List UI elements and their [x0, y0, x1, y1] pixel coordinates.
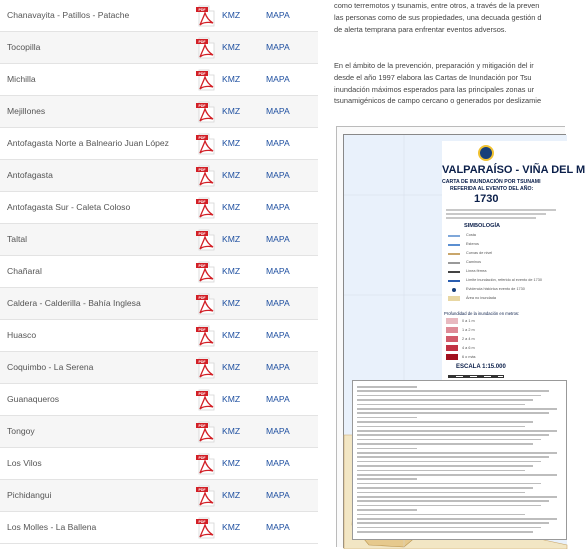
legend-label: Límite inundación, referido al evento de 1730 [466, 278, 542, 282]
notes-text-line [357, 390, 549, 392]
svg-text:PDF: PDF [198, 328, 206, 332]
location-name: Taltal [7, 234, 28, 244]
legend-label: Esteros [466, 242, 479, 246]
notes-text-line [357, 417, 417, 419]
notes-text-line [357, 474, 557, 476]
depth-label: 4 a 6 m [462, 346, 475, 350]
location-name: Antofagasta Sur - Caleta Coloso [7, 202, 131, 212]
notes-text-line [357, 470, 525, 472]
table-row [0, 480, 318, 512]
svg-text:PDF: PDF [198, 104, 206, 108]
table-row [0, 0, 318, 32]
legend-item [448, 287, 573, 293]
notes-text-line [357, 478, 417, 480]
svg-text:PDF: PDF [198, 232, 206, 236]
notes-text-line [357, 487, 533, 489]
mapa-link[interactable]: MAPA [266, 10, 290, 20]
location-name: Pichidangui [7, 490, 52, 500]
notes-text-line [357, 465, 533, 467]
paragraph-line: las personas como de sus propiedades, una decuada gestión d [334, 12, 542, 22]
kmz-link[interactable]: KMZ [222, 522, 241, 532]
paragraph-line: desde el año 1997 elabora las Cartas de Inundación por Tsu [334, 72, 532, 82]
mapa-link[interactable]: MAPA [266, 362, 290, 372]
legend-label: Costa [466, 233, 476, 237]
kmz-link[interactable]: KMZ [222, 74, 241, 84]
legend-symbol [448, 271, 460, 273]
depth-label: 0 a 1 m [462, 319, 475, 323]
table-row [0, 320, 318, 352]
mapa-link[interactable]: MAPA [266, 394, 290, 404]
table-row [0, 64, 318, 96]
table-row [0, 288, 318, 320]
notes-text-line [357, 434, 549, 436]
notes-text-line [357, 448, 417, 450]
legend-label: Curvas de nivel [466, 251, 493, 255]
pdf-file-icon[interactable] [190, 388, 218, 412]
paragraph-line: inundación máximos esperados para las principales zonas ur [334, 84, 535, 94]
svg-text:PDF: PDF [198, 72, 206, 76]
pdf-file-icon[interactable] [190, 516, 218, 540]
notes-text-line [357, 443, 533, 445]
mapa-link[interactable]: MAPA [266, 298, 290, 308]
depth-label: 6 o más [462, 355, 476, 359]
kmz-link[interactable]: KMZ [222, 202, 241, 212]
svg-text:PDF: PDF [198, 264, 206, 268]
kmz-link[interactable]: KMZ [222, 298, 241, 308]
kmz-link[interactable]: KMZ [222, 170, 241, 180]
table-row [0, 512, 318, 544]
legend-item [448, 233, 573, 239]
depth-swatch [446, 336, 458, 342]
notes-text-line [357, 399, 533, 401]
navy-seal-icon [478, 145, 494, 161]
location-name: Coquimbo - La Serena [7, 362, 94, 372]
legend-label: Área no inundada [466, 296, 496, 300]
svg-text:PDF: PDF [198, 488, 206, 492]
paragraph-2 [334, 60, 565, 107]
notes-text-line [357, 426, 525, 428]
notes-text-line [357, 500, 549, 502]
mapa-link[interactable]: MAPA [266, 74, 290, 84]
location-name: Tocopilla [7, 42, 41, 52]
pdf-file-icon[interactable] [190, 420, 218, 444]
notes-text-line [357, 395, 541, 397]
mapa-link[interactable]: MAPA [266, 426, 290, 436]
kmz-link[interactable]: KMZ [222, 490, 241, 500]
notes-text-line [357, 496, 557, 498]
mapa-link[interactable]: MAPA [266, 458, 290, 468]
map-notes-block [352, 380, 567, 540]
mapa-link[interactable]: MAPA [266, 266, 290, 276]
paragraph-line: como terremotos y tsunamis, entre otros, a través de la preven [334, 1, 540, 10]
location-name: Mejillones [7, 106, 46, 116]
notes-text-line [357, 421, 533, 423]
table-row [0, 96, 318, 128]
location-name: Los Molles - La Ballena [7, 522, 97, 532]
notes-text-line [357, 456, 549, 458]
kmz-link[interactable]: KMZ [222, 266, 241, 276]
location-name: Huasco [7, 330, 37, 340]
pdf-file-icon[interactable] [190, 132, 218, 156]
svg-text:PDF: PDF [198, 168, 206, 172]
table-row [0, 192, 318, 224]
map-title: VALPARAÍSO - VIÑA DEL M [442, 164, 585, 176]
legend-item [448, 260, 573, 266]
svg-text:PDF: PDF [198, 40, 206, 44]
legend-symbol [448, 235, 460, 237]
legend-symbol [448, 244, 460, 246]
svg-text:PDF: PDF [198, 200, 206, 204]
paragraph-line: En el ámbito de la prevención, preparación y mitigación del ir [334, 61, 534, 70]
legend-label: Línea férrea [466, 269, 487, 273]
mapa-link[interactable]: MAPA [266, 522, 290, 532]
pdf-file-icon[interactable] [190, 324, 218, 348]
svg-text:PDF: PDF [198, 8, 206, 12]
legend-symbol [448, 262, 460, 264]
location-name: Tongoy [7, 426, 35, 436]
legend-symbol [448, 280, 460, 282]
table-row [0, 448, 318, 480]
depth-label: 1 a 2 m [462, 328, 475, 332]
notes-text-line [357, 452, 557, 454]
pdf-file-icon[interactable] [190, 4, 218, 28]
notes-text-line [357, 518, 557, 520]
location-name: Caldera - Calderilla - Bahía Inglesa [7, 298, 141, 308]
mapa-link[interactable]: MAPA [266, 170, 290, 180]
kmz-link[interactable]: KMZ [222, 330, 241, 340]
notes-text-line [357, 386, 417, 388]
location-name: Guanaqueros [7, 394, 60, 404]
legend-label: Evidencia histórica evento de 1730 [466, 287, 525, 291]
kmz-link[interactable]: KMZ [222, 394, 241, 404]
kmz-link[interactable]: KMZ [222, 138, 241, 148]
map-legend-panel [442, 141, 585, 385]
notes-text-line [357, 531, 533, 533]
mapa-link[interactable]: MAPA [266, 106, 290, 116]
table-row [0, 32, 318, 64]
svg-text:PDF: PDF [198, 136, 206, 140]
pdf-file-icon[interactable] [190, 484, 218, 508]
legend-item [448, 296, 573, 302]
legend-item [448, 278, 573, 284]
notes-text-line [357, 483, 541, 485]
notes-text-line [357, 404, 525, 406]
kmz-link[interactable]: KMZ [222, 362, 241, 372]
svg-text:PDF: PDF [198, 424, 206, 428]
map-scale: ESCALA 1:15.000 [456, 364, 506, 370]
depth-swatch [446, 327, 458, 333]
tsunami-map-image[interactable] [336, 126, 585, 547]
notes-text-line [357, 514, 525, 516]
depth-label: 2 a 4 m [462, 337, 475, 341]
table-row [0, 128, 318, 160]
legend-item [448, 242, 573, 248]
notes-text-line [357, 430, 557, 432]
paragraph-line: de alerta temprana para enfrentar eventos adversos. [334, 24, 507, 34]
svg-text:PDF: PDF [198, 392, 206, 396]
location-name: Los Vilos [7, 458, 42, 468]
notes-text-line [357, 505, 541, 507]
mapa-link[interactable]: MAPA [266, 330, 290, 340]
pdf-file-icon[interactable] [190, 260, 218, 284]
pdf-file-icon[interactable] [190, 100, 218, 124]
notes-text-line [357, 527, 541, 529]
table-row [0, 352, 318, 384]
depth-legend-title: Profundidad de la inundación en metros: [444, 311, 520, 316]
location-name: Antofagasta [7, 170, 53, 180]
table-row [0, 160, 318, 192]
location-name: Chanavayita - Patillos - Patache [7, 10, 130, 20]
svg-text:PDF: PDF [198, 456, 206, 460]
map-subtitle: CARTA DE INUNDACIÓN POR TSUNAMI [442, 179, 541, 185]
pdf-file-icon[interactable] [190, 164, 218, 188]
depth-swatch [446, 354, 458, 360]
svg-text:PDF: PDF [198, 360, 206, 364]
legend-item [448, 251, 573, 257]
kmz-link[interactable]: KMZ [222, 10, 241, 20]
pdf-file-icon[interactable] [190, 36, 218, 60]
pdf-file-icon[interactable] [190, 228, 218, 252]
kmz-link[interactable]: KMZ [222, 106, 241, 116]
legend-symbol [448, 296, 460, 301]
kmz-link[interactable]: KMZ [222, 458, 241, 468]
notes-text-line [357, 412, 549, 414]
legend-item [448, 269, 573, 275]
mapa-link[interactable]: MAPA [266, 138, 290, 148]
svg-text:PDF: PDF [198, 296, 206, 300]
mapa-link[interactable]: MAPA [266, 42, 290, 52]
notes-text-line [357, 439, 541, 441]
kmz-link[interactable]: KMZ [222, 234, 241, 244]
symbology-title: SIMBOLOGÍA [464, 223, 501, 229]
scale-bar [448, 375, 504, 378]
kmz-link[interactable]: KMZ [222, 426, 241, 436]
location-name: Michilla [7, 74, 36, 84]
mapa-link[interactable]: MAPA [266, 234, 290, 244]
pdf-file-icon[interactable] [190, 196, 218, 220]
notes-text-line [357, 492, 525, 494]
map-sheet [343, 134, 585, 548]
depth-swatch [446, 318, 458, 324]
mapa-link[interactable]: MAPA [266, 490, 290, 500]
paragraph-line: tsunamigénicos de campo cercano o generados por deslizamie [334, 96, 542, 106]
pdf-file-icon[interactable] [190, 292, 218, 316]
table-row [0, 256, 318, 288]
table-row [0, 416, 318, 448]
table-row [0, 224, 318, 256]
notes-text-line [357, 522, 549, 524]
location-name: Chañaral [7, 266, 42, 276]
depth-swatch [446, 345, 458, 351]
legend-symbol [452, 288, 456, 292]
kmz-link[interactable]: KMZ [222, 42, 241, 52]
mapa-link[interactable]: MAPA [266, 202, 290, 212]
notes-text-line [357, 408, 557, 410]
location-name: Antofagasta Norte a Balneario Juan López [7, 138, 169, 148]
paragraph-1 [334, 0, 565, 35]
notes-text-line [357, 509, 417, 511]
map-event-year: 1730 [474, 193, 499, 205]
pdf-file-icon[interactable] [190, 356, 218, 380]
legend-symbol [448, 253, 460, 255]
legend-label: Caminos [466, 260, 481, 264]
pdf-file-icon[interactable] [190, 68, 218, 92]
svg-text:PDF: PDF [198, 520, 206, 524]
notes-text-line [357, 461, 541, 463]
pdf-file-icon[interactable] [190, 452, 218, 476]
table-row [0, 384, 318, 416]
map-subtitle-2: REFERIDA AL EVENTO DEL AÑO: [450, 186, 534, 192]
